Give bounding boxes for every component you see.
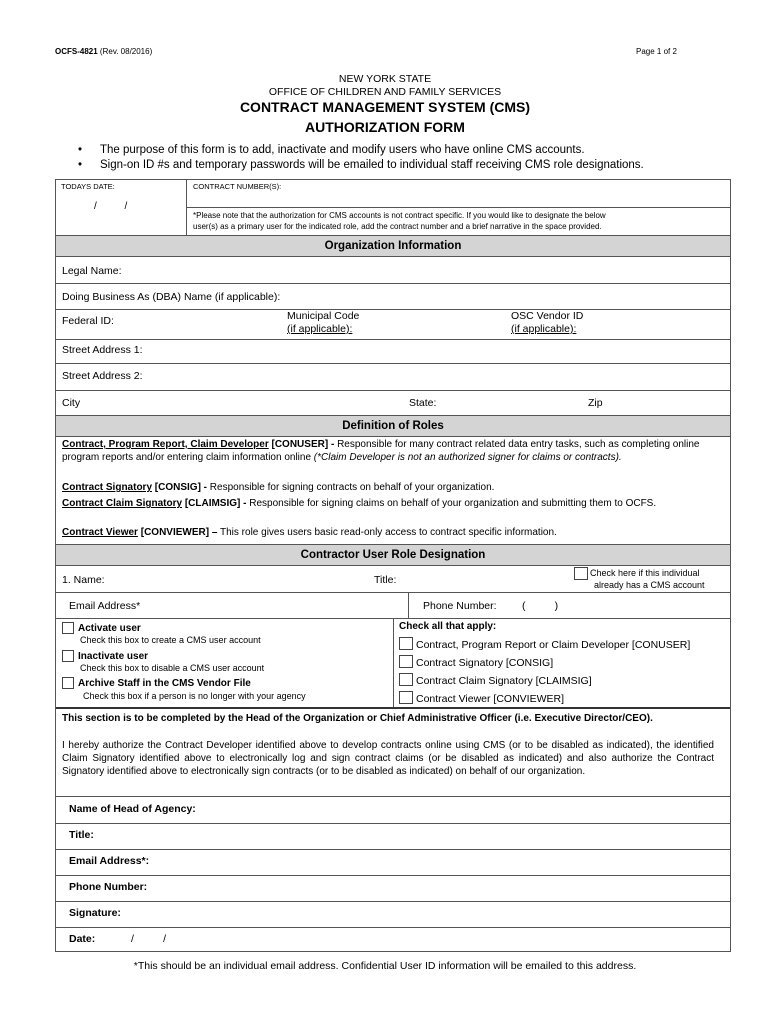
page-subtitle: AUTHORIZATION FORM bbox=[305, 119, 465, 135]
todays-date-label: TODAYS DATE: bbox=[61, 182, 115, 191]
role-claimsig-title: Contract Claim Signatory bbox=[62, 498, 183, 509]
divider bbox=[56, 823, 730, 824]
inactivate-user-label: Inactivate user bbox=[78, 651, 149, 662]
contract-numbers-label: CONTRACT NUMBER(S): bbox=[193, 182, 282, 191]
intro-bullet: • Sign-on ID #s and temporary passwords will be emailed to individual staff receiving CMS role designations. bbox=[78, 158, 644, 173]
federal-id-field[interactable]: Federal ID: bbox=[62, 315, 114, 327]
conviewer-option-label: Contract Viewer [CONVIEWER] bbox=[416, 693, 565, 705]
activate-user-label: Activate user bbox=[78, 623, 141, 634]
consig-option-label: Contract Signatory [CONSIG] bbox=[416, 657, 554, 669]
conuser-checkbox[interactable] bbox=[399, 637, 413, 650]
signature-date-field[interactable]: / / bbox=[131, 933, 167, 945]
inactivate-user-note: Check this box to disable a CMS user account bbox=[80, 663, 265, 673]
role-conuser-code: [CONUSER] - bbox=[271, 439, 335, 450]
contract-note-line1: *Please note that the authorization for CMS accounts is not contract specific. If you would like to designate the below bbox=[193, 211, 606, 220]
legal-name-field[interactable]: Legal Name: bbox=[62, 265, 122, 277]
inactivate-user-checkbox[interactable] bbox=[62, 650, 74, 662]
divider bbox=[56, 875, 730, 876]
page-title: CONTRACT MANAGEMENT SYSTEM (CMS) bbox=[239, 99, 531, 115]
consig-checkbox[interactable] bbox=[399, 655, 413, 668]
designation-heading: Contractor User Role Designation bbox=[56, 544, 730, 566]
state-field[interactable]: State: bbox=[409, 397, 437, 409]
divider bbox=[393, 618, 394, 707]
divider bbox=[56, 363, 730, 364]
archive-staff-label: Archive Staff in the CMS Vendor File bbox=[78, 678, 251, 689]
role-claimsig-desc: Responsible for signing claims on behalf of your organization and submitting them to OCFS. bbox=[249, 498, 657, 509]
signature-field[interactable]: Signature: bbox=[69, 907, 121, 919]
intro-bullet: • The purpose of this form is to add, inactivate and modify users who have online CMS accounts. bbox=[78, 143, 644, 158]
divider bbox=[56, 283, 730, 284]
zip-field[interactable]: Zip bbox=[588, 397, 603, 409]
todays-date-field[interactable]: / / bbox=[94, 201, 128, 212]
osc-vendor-label: OSC Vendor ID bbox=[511, 310, 584, 322]
authorization-body: I hereby authorize the Contract Developer identified above to develop contracts online using CMS (or to be disabled as indicated), the identified Claim Signatory identified above to electronically log and sign contract claims (or be disabled as indicated) and also authorize the Contract Signatory identified above to electronically sign contracts (or to be disabled as indicated) on behalf of our organization. bbox=[62, 740, 714, 777]
user-email-field[interactable]: Email Address* bbox=[69, 600, 141, 612]
role-consig bbox=[62, 481, 722, 494]
existing-account-label-2: already has a CMS account bbox=[594, 580, 705, 590]
role-conuser bbox=[62, 438, 722, 464]
role-conuser-desc: Responsible for many contract related data entry tasks, such as completing online program reports and/or entering claim information online bbox=[62, 439, 700, 463]
existing-account-checkbox[interactable] bbox=[574, 567, 588, 580]
authorization-form bbox=[55, 179, 731, 952]
divider bbox=[56, 901, 730, 902]
archive-staff-checkbox[interactable] bbox=[62, 677, 74, 689]
claimsig-option-label: Contract Claim Signatory [CLAIMSIG] bbox=[416, 675, 592, 687]
roles-heading: Definition of Roles bbox=[56, 415, 730, 437]
signature-date-label: Date: bbox=[69, 933, 96, 945]
archive-staff-note: Check this box if a person is no longer with your agency bbox=[83, 691, 306, 701]
divider bbox=[56, 390, 730, 391]
municipal-code-label: Municipal Code bbox=[287, 310, 360, 322]
page-number: Page 1 of 2 bbox=[636, 47, 677, 56]
form-code bbox=[55, 47, 152, 56]
role-conuser-title: Contract, Program Report, Claim Developer bbox=[62, 439, 269, 450]
role-consig-desc: Responsible for signing contracts on behalf of your organization. bbox=[209, 482, 495, 493]
divider bbox=[56, 927, 730, 928]
form-number: OCFS-4821 bbox=[55, 47, 98, 56]
user-name-field[interactable]: 1. Name: bbox=[62, 574, 105, 586]
head-phone-field[interactable]: Phone Number: bbox=[69, 881, 148, 893]
divider bbox=[408, 592, 409, 618]
osc-vendor-field[interactable]: (if applicable): bbox=[511, 323, 577, 335]
form-revision: (Rev. 08/2016) bbox=[99, 47, 153, 56]
user-phone-field[interactable]: Phone Number: bbox=[423, 600, 497, 612]
city-field[interactable]: City bbox=[62, 397, 81, 409]
role-viewer-title: Contract Viewer bbox=[62, 527, 138, 538]
role-consig-title: Contract Signatory bbox=[62, 482, 153, 493]
conviewer-checkbox[interactable] bbox=[399, 691, 413, 704]
agency-state: NEW YORK STATE bbox=[338, 73, 432, 85]
email-footnote: *This should be an individual email address. Confidential User ID information will be emailed to this address. bbox=[133, 960, 637, 972]
divider bbox=[56, 592, 730, 593]
agency-office: OFFICE OF CHILDREN AND FAMILY SERVICES bbox=[268, 86, 502, 98]
role-viewer-code: [CONVIEWER] – bbox=[140, 527, 218, 538]
head-name-field[interactable]: Name of Head of Agency: bbox=[69, 803, 196, 815]
head-title-field[interactable]: Title: bbox=[69, 829, 94, 841]
role-claimsig bbox=[62, 497, 722, 510]
claimsig-checkbox[interactable] bbox=[399, 673, 413, 686]
user-title-field[interactable]: Title: bbox=[374, 574, 397, 586]
activate-user-checkbox[interactable] bbox=[62, 622, 74, 634]
divider bbox=[56, 309, 730, 310]
role-conuser-note: (*Claim Developer is not an authorized signer for claims or contracts). bbox=[313, 452, 622, 463]
role-viewer-desc: This role gives users basic read-only access to contract specific information. bbox=[220, 527, 557, 538]
conuser-option-label: Contract, Program Report or Claim Developer [CONUSER] bbox=[416, 639, 691, 651]
authorization-intro: This section is to be completed by the Head of the Organization or Chief Administrative Officer (i.e. Executive Director/CEO). bbox=[62, 713, 653, 724]
street-address-1-field[interactable]: Street Address 1: bbox=[62, 344, 143, 356]
organization-heading: Organization Information bbox=[56, 235, 730, 257]
divider bbox=[56, 849, 730, 850]
existing-account-label: Check here if this individual bbox=[590, 568, 700, 578]
role-viewer bbox=[62, 526, 722, 539]
head-email-field[interactable]: Email Address*: bbox=[69, 855, 150, 867]
street-address-2-field[interactable]: Street Address 2: bbox=[62, 370, 143, 382]
dba-field[interactable]: Doing Business As (DBA) Name (if applicable): bbox=[62, 291, 281, 303]
role-consig-code: [CONSIG] - bbox=[154, 482, 208, 493]
divider bbox=[56, 796, 730, 797]
divider bbox=[187, 207, 730, 208]
intro-bullets bbox=[78, 143, 644, 173]
user-phone-parens: ( ) bbox=[522, 600, 559, 612]
role-claimsig-code: [CLAIMSIG] - bbox=[184, 498, 247, 509]
municipal-code-field[interactable]: (if applicable): bbox=[287, 323, 353, 335]
contract-note-line2: user(s) as a primary user for the indicated role, add the contract number and a brief narrative in the space provided. bbox=[193, 222, 602, 231]
check-all-label: Check all that apply: bbox=[399, 621, 497, 632]
activate-user-note: Check this box to create a CMS user account bbox=[80, 635, 261, 645]
divider bbox=[56, 707, 730, 709]
divider bbox=[56, 339, 730, 340]
